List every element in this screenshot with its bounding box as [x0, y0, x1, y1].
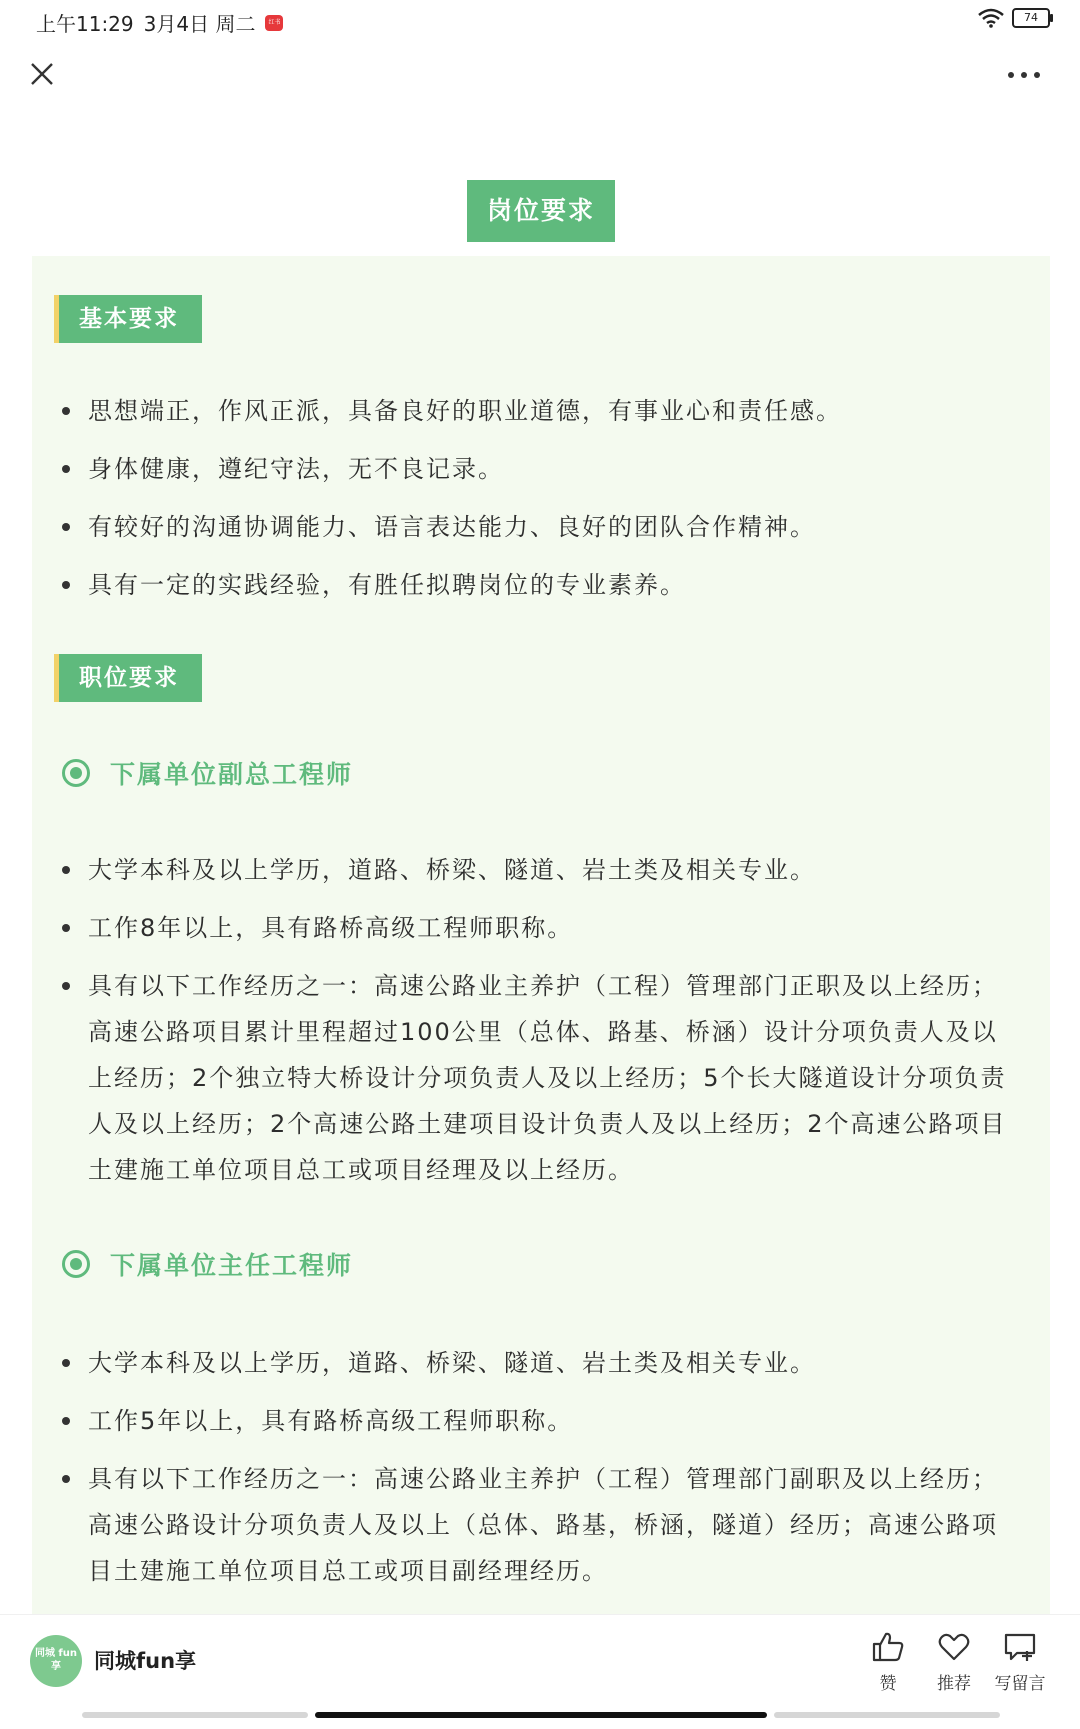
status-left [36, 8, 283, 37]
radio-selected-icon [62, 759, 90, 787]
avatar[interactable]: 同城 fun享 [30, 1635, 82, 1687]
home-indicator[interactable] [315, 1712, 767, 1718]
page-title: 岗位要求 [467, 180, 615, 242]
close-icon[interactable] [28, 60, 58, 90]
list-item: 大学本科及以上学历，道路、桥梁、隧道、岩土类及相关专业。 [62, 1340, 1022, 1386]
list-item: 身体健康，遵纪守法，无不良记录。 [62, 446, 1022, 492]
status-bar [0, 0, 1080, 42]
home-indicator-right [774, 1712, 1000, 1718]
list-item: 工作8年以上，具有路桥高级工程师职称。 [62, 905, 1022, 951]
like-label: 赞 [879, 1674, 897, 1694]
list-item: 具有一定的实践经验，有胜任拟聘岗位的专业素养。 [62, 562, 1022, 608]
battery-icon: 74 [1012, 8, 1050, 28]
list-item: 具有以下工作经历之一：高速公路业主养护（工程）管理部门正职及以上经历；高速公路项目累计里程超过100公里（总体、路基、桥涵）设计分项负责人及以上经历；2个独立特大桥设计分项负责人及以上经历；5个长大隧道设计分项负责人及以上经历；2个高速公路土建项目设计负责人及以上经历；2个高速公路项目土建施工单位项目总工或项目经理及以上经历。 [62, 963, 1022, 1193]
list-item: 有较好的沟通协调能力、语言表达能力、良好的团队合作精神。 [62, 504, 1022, 550]
notification-app-icon: 红书 [265, 15, 283, 31]
thumbs-up-icon [871, 1631, 905, 1663]
list-item: 工作5年以上，具有路桥高级工程师职称。 [62, 1398, 1022, 1444]
more-options-icon[interactable] [1006, 62, 1042, 88]
heart-icon [937, 1631, 971, 1663]
recommend-label: 推荐 [937, 1674, 971, 1694]
status-right [978, 8, 1050, 28]
role-title-deputy-chief-engineer [62, 755, 353, 791]
comment-label: 写留言 [994, 1674, 1046, 1694]
role-title-text: 下属单位副总工程师 [110, 760, 354, 789]
recommend-button[interactable] [919, 1631, 989, 1694]
radio-selected-icon [62, 1250, 90, 1278]
list-item: 思想端正，作风正派，具备良好的职业道德，有事业心和责任感。 [62, 388, 1022, 434]
section-title-basic: 基本要求 [54, 295, 202, 343]
home-indicator-left [82, 1712, 308, 1718]
list-item: 大学本科及以上学历，道路、桥梁、隧道、岩土类及相关专业。 [62, 847, 1022, 893]
section-title-position: 职位要求 [54, 654, 202, 702]
wifi-icon [978, 8, 1004, 28]
comment-add-icon [1003, 1631, 1037, 1663]
like-button[interactable] [853, 1631, 923, 1694]
account-name[interactable]: 同城fun享 [94, 1649, 197, 1673]
status-time: 上午11:29 [36, 12, 134, 36]
role-title-text: 下属单位主任工程师 [110, 1251, 354, 1280]
status-date: 3月4日 周二 [143, 12, 256, 36]
role-title-chief-engineer [62, 1246, 353, 1282]
list-item: 具有以下工作经历之一：高速公路业主养护（工程）管理部门副职及以上经历；高速公路设计分项负责人及以上（总体、路基，桥涵，隧道）经历；高速公路项目土建施工单位项目总工或项目副经理经历。 [62, 1456, 1022, 1594]
comment-button[interactable] [985, 1631, 1055, 1694]
